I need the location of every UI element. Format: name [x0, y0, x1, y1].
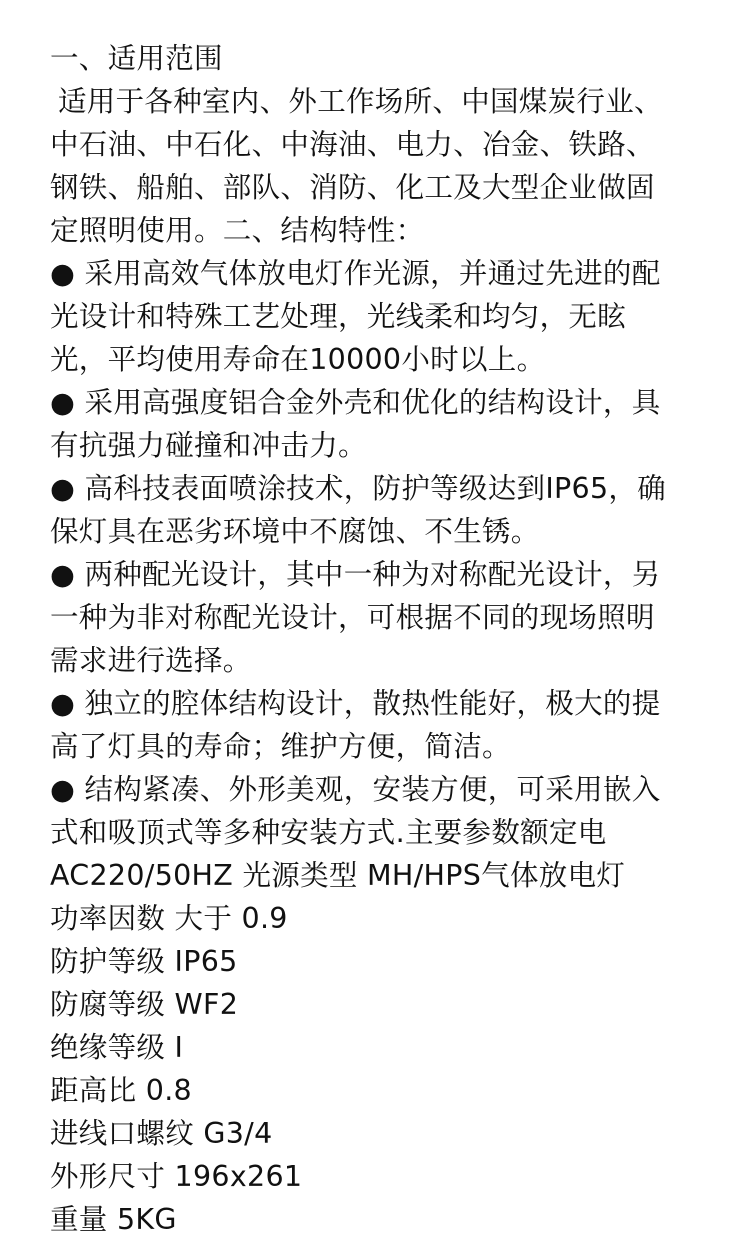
text-line: 高了灯具的寿命；维护方便，简洁。 — [50, 730, 511, 763]
spec-line: AC220/50HZ 光源类型 MH/HPS气体放电灯 — [50, 859, 626, 892]
text-line: 式和吸顶式等多种安装方式.主要参数额定电 — [50, 816, 607, 849]
text-line: 中石油、中石化、中海油、电力、冶金、铁路、 — [50, 128, 655, 161]
spec-line: 防护等级 IP65 — [50, 945, 238, 978]
spec-line: 防腐等级 WF2 — [50, 988, 239, 1021]
spec-line: 外形尺寸 196x261 — [50, 1160, 303, 1193]
document-body — [50, 37, 705, 1241]
text-line: 定照明使用。二、结构特性： — [50, 214, 425, 247]
text-line: 光，平均使用寿命在10000小时以上。 — [50, 343, 546, 376]
bullet-line: ● 独立的腔体结构设计，散热性能好，极大的提 — [50, 687, 661, 720]
text-line: 一种为非对称配光设计，可根据不同的现场照明 — [50, 601, 655, 634]
spec-line: 重量 5KG — [50, 1203, 177, 1236]
text-line: 保灯具在恶劣环境中不腐蚀、不生锈。 — [50, 515, 540, 548]
text-line: 适用于各种室内、外工作场所、中国煤炭行业、 — [58, 85, 663, 118]
spec-line: 距高比 0.8 — [50, 1074, 192, 1107]
bullet-line: ● 采用高效气体放电灯作光源，并通过先进的配 — [50, 257, 661, 290]
text-line: 有抗强力碰撞和冲击力。 — [50, 429, 367, 462]
bullet-line: ● 采用高强度铝合金外壳和优化的结构设计，具 — [50, 386, 661, 419]
section-heading-scope: 一、适用范围 — [50, 42, 223, 75]
text-line: 需求进行选择。 — [50, 644, 252, 677]
bullet-line: ● 两种配光设计，其中一种为对称配光设计，另 — [50, 558, 661, 591]
spec-line: 功率因数 大于 0.9 — [50, 902, 288, 935]
text-line: 光设计和特殊工艺处理，光线柔和均匀，无眩 — [50, 300, 627, 333]
spec-line: 绝缘等级 I — [50, 1031, 184, 1064]
text-line: 钢铁、船舶、部队、消防、化工及大型企业做固 — [50, 171, 655, 204]
bullet-line: ● 结构紧凑、外形美观，安装方便，可采用嵌入 — [50, 773, 661, 806]
spec-line: 进线口螺纹 G3/4 — [50, 1117, 273, 1150]
bullet-line: ● 高科技表面喷涂技术，防护等级达到IP65，确 — [50, 472, 666, 505]
